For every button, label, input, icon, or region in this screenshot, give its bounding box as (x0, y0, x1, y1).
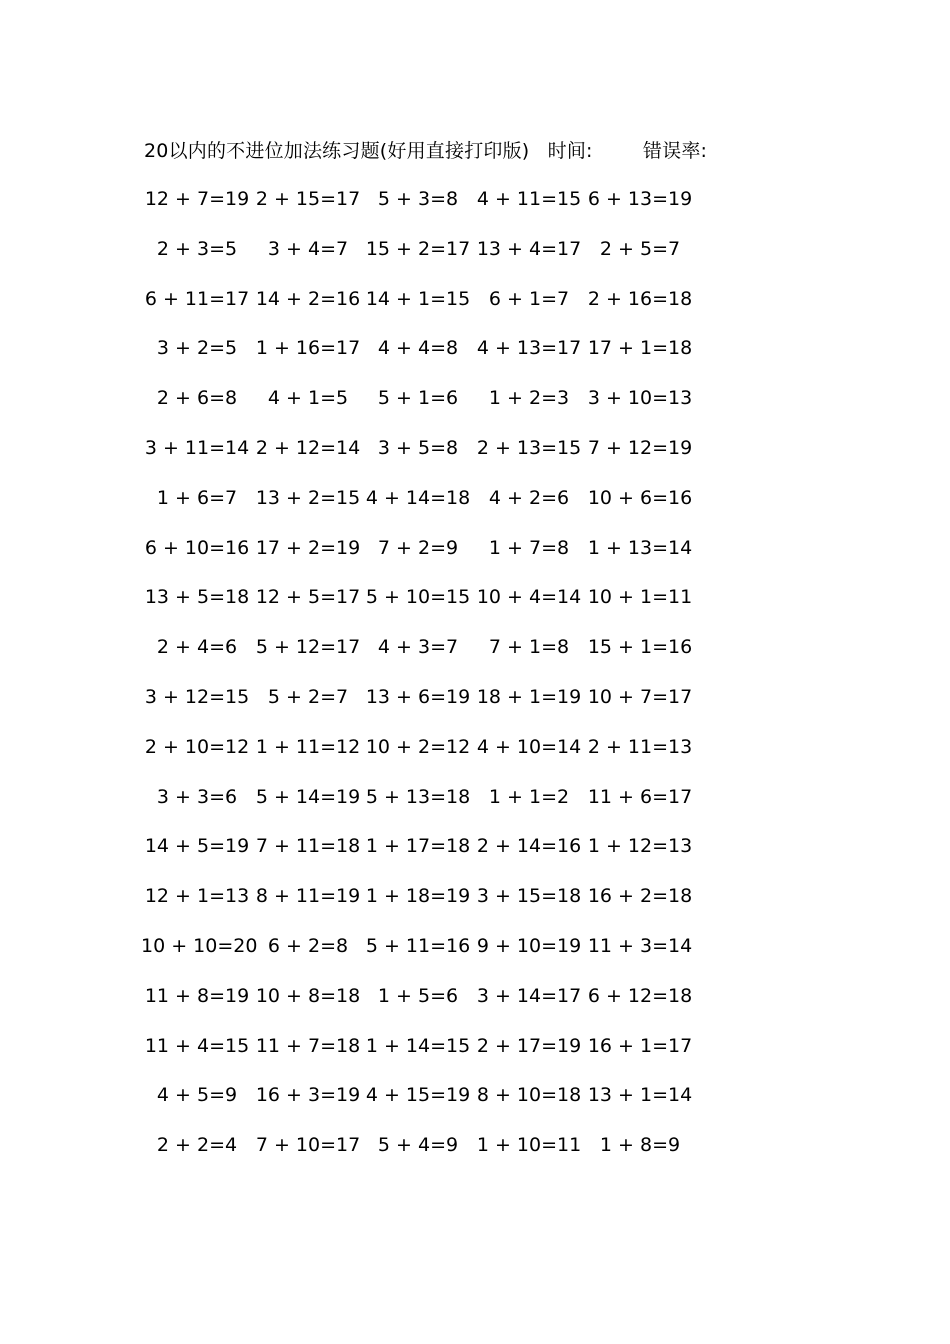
addition-problem: 13 + 6=19 (365, 686, 471, 708)
addition-problem: 11 + 4=15 (144, 1034, 250, 1057)
addition-problem: 7 + 2=9 (377, 536, 459, 559)
addition-problem: 1 + 12=13 (587, 835, 693, 858)
addition-problem: 6 + 10=16 (144, 536, 250, 559)
addition-problem: 16 + 3=19 (255, 1084, 361, 1107)
addition-problem: 7 + 11=18 (255, 835, 361, 858)
addition-problem: 4 + 10=14 (476, 735, 582, 758)
addition-problem: 3 + 2=5 (156, 337, 238, 360)
addition-problem: 2 + 2=4 (156, 1134, 238, 1157)
addition-problem: 1 + 2=3 (488, 387, 570, 410)
addition-problem: 11 + 6=17 (587, 785, 693, 808)
addition-problem: 3 + 3=6 (156, 785, 238, 808)
addition-problem: 4 + 1=5 (267, 387, 349, 410)
addition-problem: 4 + 15=19 (365, 1084, 471, 1107)
addition-problem: 7 + 10=17 (255, 1134, 361, 1157)
addition-problem: 11 + 7=18 (255, 1034, 361, 1057)
addition-problem: 18 + 1=19 (476, 686, 582, 708)
addition-problem: 4 + 13=17 (476, 337, 582, 360)
addition-problem: 5 + 14=19 (255, 785, 361, 808)
addition-problem: 3 + 11=14 (144, 437, 250, 459)
addition-problem: 2 + 16=18 (587, 287, 693, 310)
worksheet-title: 20以内的不进位加法练习题(好用直接打印版) (144, 140, 530, 162)
addition-problem: 4 + 14=18 (365, 486, 471, 509)
addition-problem: 6 + 12=18 (587, 984, 693, 1007)
addition-problem: 10 + 2=12 (365, 735, 471, 758)
addition-problem: 10 + 8=18 (255, 984, 361, 1007)
addition-problem: 1 + 18=19 (365, 885, 471, 908)
addition-problem: 2 + 14=16 (476, 835, 582, 858)
addition-problem: 5 + 4=9 (377, 1134, 459, 1157)
addition-problem: 10 + 10=20 (141, 935, 258, 957)
addition-problem: 14 + 1=15 (365, 287, 471, 310)
addition-problem: 5 + 13=18 (365, 785, 471, 808)
addition-problem: 8 + 11=19 (255, 885, 361, 908)
addition-problem: 16 + 2=18 (587, 885, 693, 908)
addition-problem: 10 + 1=11 (587, 586, 693, 609)
addition-problem: 2 + 11=13 (587, 735, 693, 758)
addition-problem: 1 + 8=9 (599, 1134, 681, 1157)
addition-problem: 2 + 15=17 (255, 188, 361, 210)
addition-problem: 10 + 6=16 (587, 486, 693, 509)
addition-problem: 2 + 6=8 (156, 387, 238, 410)
addition-problem: 1 + 6=7 (156, 486, 238, 509)
addition-problem: 3 + 14=17 (476, 984, 582, 1007)
addition-problem: 2 + 13=15 (476, 437, 582, 459)
addition-problem: 16 + 1=17 (587, 1034, 693, 1057)
addition-problem: 1 + 1=2 (488, 785, 570, 808)
addition-problem: 8 + 10=18 (476, 1084, 582, 1107)
addition-problem: 11 + 3=14 (587, 935, 693, 957)
addition-problem: 4 + 4=8 (377, 337, 459, 360)
addition-problem: 1 + 11=12 (255, 735, 361, 758)
addition-problem: 2 + 12=14 (255, 437, 361, 459)
addition-problem: 17 + 2=19 (255, 536, 361, 559)
addition-problem: 2 + 17=19 (476, 1034, 582, 1057)
addition-problem: 1 + 7=8 (488, 536, 570, 559)
addition-problem: 4 + 11=15 (476, 188, 582, 210)
addition-problem: 5 + 11=16 (365, 935, 471, 957)
addition-problem: 11 + 8=19 (144, 984, 250, 1007)
error-rate-label: 错误率: (642, 140, 708, 162)
addition-problem: 12 + 5=17 (255, 586, 361, 609)
addition-problem: 1 + 16=17 (255, 337, 361, 360)
addition-problem: 2 + 5=7 (599, 237, 681, 260)
addition-problem: 5 + 10=15 (365, 586, 471, 609)
addition-problem: 5 + 2=7 (267, 686, 349, 708)
addition-problem: 15 + 2=17 (365, 237, 471, 260)
addition-problem: 2 + 4=6 (156, 636, 238, 659)
addition-problem: 7 + 1=8 (488, 636, 570, 659)
addition-problem: 13 + 4=17 (476, 237, 582, 260)
addition-problem: 2 + 3=5 (156, 237, 238, 260)
addition-problem: 6 + 2=8 (267, 935, 349, 957)
addition-problem: 13 + 5=18 (144, 586, 250, 609)
addition-problem: 1 + 5=6 (377, 984, 459, 1007)
addition-problem: 4 + 3=7 (377, 636, 459, 659)
addition-problem: 9 + 10=19 (476, 935, 582, 957)
addition-problem: 10 + 4=14 (476, 586, 582, 609)
addition-problem: 15 + 1=16 (587, 636, 693, 659)
addition-problem: 14 + 5=19 (144, 835, 250, 858)
addition-problem: 3 + 15=18 (476, 885, 582, 908)
addition-problem: 4 + 5=9 (156, 1084, 238, 1107)
addition-problem: 5 + 3=8 (377, 188, 459, 210)
addition-problem: 2 + 10=12 (144, 735, 250, 758)
addition-problem: 3 + 10=13 (587, 387, 693, 410)
addition-problem: 12 + 7=19 (144, 188, 250, 210)
addition-problem: 5 + 1=6 (377, 387, 459, 410)
addition-problem: 14 + 2=16 (255, 287, 361, 310)
addition-problem: 3 + 4=7 (267, 237, 349, 260)
addition-problem: 5 + 12=17 (255, 636, 361, 659)
addition-problem: 13 + 1=14 (587, 1084, 693, 1107)
addition-problem: 1 + 17=18 (365, 835, 471, 858)
addition-problem: 1 + 13=14 (587, 536, 693, 559)
addition-problem: 10 + 7=17 (587, 686, 693, 708)
addition-problem: 7 + 12=19 (587, 437, 693, 459)
addition-problem: 1 + 14=15 (365, 1034, 471, 1057)
addition-problem: 3 + 12=15 (144, 686, 250, 708)
addition-problem: 4 + 2=6 (488, 486, 570, 509)
addition-problem: 6 + 1=7 (488, 287, 570, 310)
addition-problem: 6 + 11=17 (144, 287, 250, 310)
addition-problem: 1 + 10=11 (476, 1134, 582, 1157)
time-label: 时间: (547, 140, 593, 162)
addition-problem: 12 + 1=13 (144, 885, 250, 908)
addition-problem: 6 + 13=19 (587, 188, 693, 210)
addition-problem: 13 + 2=15 (255, 486, 361, 509)
addition-problem: 3 + 5=8 (377, 437, 459, 459)
addition-problem: 17 + 1=18 (587, 337, 693, 360)
